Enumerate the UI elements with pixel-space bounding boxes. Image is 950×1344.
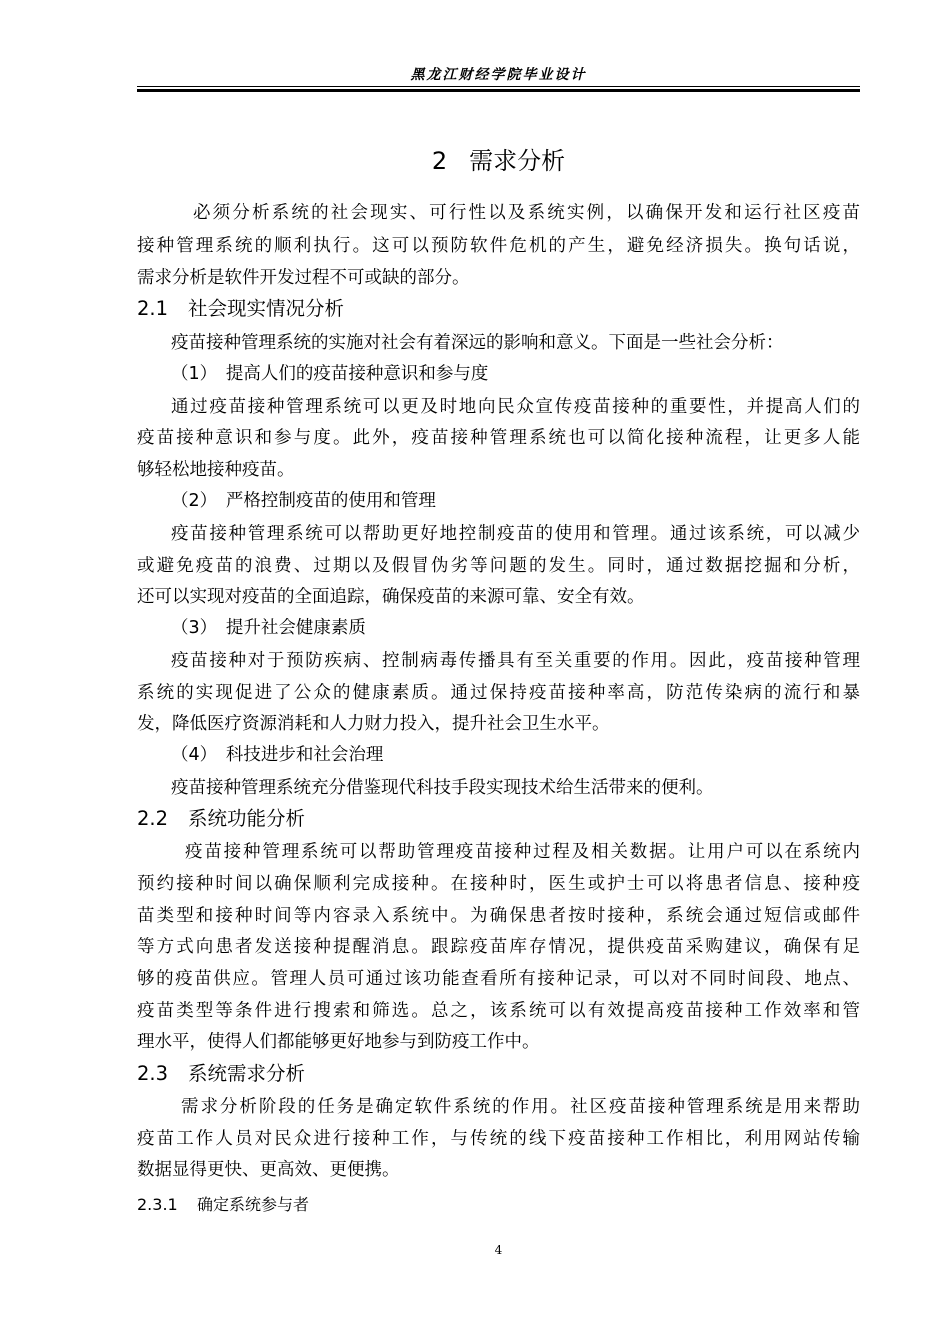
chapter-number: 2 bbox=[431, 147, 448, 175]
list-item-label: （3） 提升社会健康素质 bbox=[171, 618, 366, 638]
paragraph-line: 必须分析系统的社会现实、可行性以及系统实例，以确保开发和运行社区疫苗 bbox=[193, 203, 860, 223]
paragraph-line: 还可以实现对疫苗的全面追踪，确保疫苗的来源可靠、安全有效。 bbox=[137, 587, 645, 607]
section-title: 系统需求分析 bbox=[188, 1062, 306, 1085]
paragraph-line: 发，降低医疗资源消耗和人力财力投入，提升社会卫生水平。 bbox=[137, 714, 610, 734]
chapter-title bbox=[137, 141, 860, 176]
subsection-title: 确定系统参与者 bbox=[197, 1195, 310, 1214]
section-number: 2.3 bbox=[137, 1062, 169, 1085]
chapter-title-text: 需求分析 bbox=[469, 147, 566, 175]
section-number: 2.1 bbox=[137, 297, 169, 320]
section-heading-2-1 bbox=[137, 298, 344, 320]
subsection-heading-2-3-1 bbox=[137, 1195, 309, 1215]
list-item-label: （4） 科技进步和社会治理 bbox=[171, 745, 384, 765]
paragraph-line: 预约接种时间以确保顺利完成接种。在接种时，医生或护士可以将患者信息、接种疫 bbox=[137, 874, 860, 894]
paragraph-line: 疫苗接种管理系统可以帮助更好地控制疫苗的使用和管理。通过该系统，可以减少 bbox=[171, 524, 860, 544]
paragraph-line: 疫苗接种意识和参与度。此外，疫苗接种管理系统也可以简化接种流程，让更多人能 bbox=[137, 428, 860, 448]
paragraph-line: 够轻松地接种疫苗。 bbox=[137, 460, 295, 480]
section-heading-2-3 bbox=[137, 1063, 305, 1085]
paragraph-line: 疫苗类型等条件进行搜索和筛选。总之，该系统可以有效提高疫苗接种工作效率和管 bbox=[137, 1001, 860, 1021]
page-number: 4 bbox=[494, 1243, 503, 1257]
section-title: 社会现实情况分析 bbox=[188, 297, 345, 320]
paragraph-line: 数据显得更快、更高效、更便携。 bbox=[137, 1160, 400, 1180]
section-heading-2-2 bbox=[137, 808, 305, 830]
paragraph-line: 接种管理系统的顺利执行。这可以预防软件危机的产生，避免经济损失。换句话说， bbox=[137, 236, 860, 256]
list-item-label: （1） 提高人们的疫苗接种意识和参与度 bbox=[171, 364, 489, 384]
list-item-label: （2） 严格控制疫苗的使用和管理 bbox=[171, 491, 436, 511]
paragraph-line: 需求分析阶段的任务是确定软件系统的作用。社区疫苗接种管理系统是用来帮助 bbox=[181, 1097, 860, 1117]
subsection-number: 2.3.1 bbox=[137, 1195, 178, 1214]
paragraph-line: 通过疫苗接种管理系统可以更及时地向民众宣传疫苗接种的重要性，并提高人们的 bbox=[171, 397, 860, 417]
paragraph-line: 等方式向患者发送接种提醒消息。跟踪疫苗库存情况，提供疫苗采购建议，确保有足 bbox=[137, 937, 860, 957]
running-header: 黑龙江财经学院毕业设计 bbox=[410, 67, 587, 83]
paragraph-line: 疫苗工作人员对民众进行接种工作，与传统的线下疫苗接种工作相比，利用网站传输 bbox=[137, 1129, 860, 1149]
paragraph-line: 疫苗接种管理系统可以帮助管理疫苗接种过程及相关数据。让用户可以在系统内 bbox=[185, 842, 860, 862]
paragraph-line: 系统的实现促进了公众的健康素质。通过保持疫苗接种率高，防范传染病的流行和暴 bbox=[137, 683, 860, 703]
paragraph-line: 够的疫苗供应。管理人员可通过该功能查看所有接种记录，可以对不同时间段、地点、 bbox=[137, 969, 860, 989]
header-rule-thin bbox=[137, 86, 860, 87]
paragraph-line: 疫苗接种对于预防疾病、控制病毒传播具有至关重要的作用。因此，疫苗接种管理 bbox=[171, 651, 860, 671]
paragraph-line: 疫苗接种管理系统充分借鉴现代科技手段实现技术给生活带来的便利。 bbox=[171, 778, 714, 798]
section-intro: 疫苗接种管理系统的实施对社会有着深远的影响和意义。下面是一些社会分析： bbox=[171, 333, 784, 353]
paragraph-line: 或避免疫苗的浪费、过期以及假冒伪劣等问题的发生。同时，通过数据挖掘和分析， bbox=[137, 556, 860, 576]
section-title: 系统功能分析 bbox=[188, 807, 306, 830]
paragraph-line: 需求分析是软件开发过程不可或缺的部分。 bbox=[137, 268, 470, 288]
section-number: 2.2 bbox=[137, 807, 169, 830]
paragraph-line: 理水平，使得人们都能够更好地参与到防疫工作中。 bbox=[137, 1032, 540, 1052]
paragraph-line: 苗类型和接种时间等内容录入系统中。为确保患者按时接种，系统会通过短信或邮件 bbox=[137, 906, 860, 926]
header-rule-thick bbox=[137, 89, 860, 92]
